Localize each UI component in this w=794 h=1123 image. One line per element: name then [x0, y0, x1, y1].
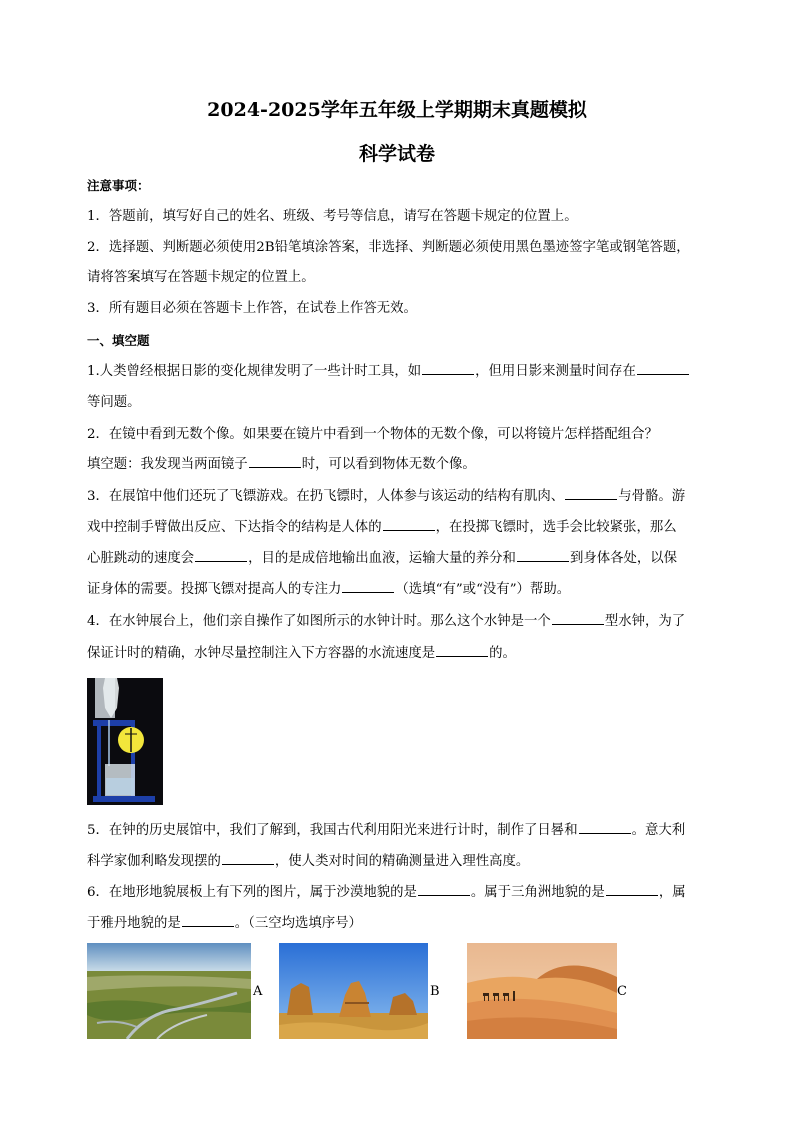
question-5-cont: 科学家伽利略发现摆的 ，使人类对时间的精确测量进入理性高度。	[87, 854, 530, 869]
notice-item: 1．答题前，填写好自己的姓名、班级、考号等信息，请写在答题卡规定的位置上。	[87, 209, 578, 224]
notice-item: 2．选择题、判断题必须使用2B铅笔填涂答案，非选择、判断题必须使用黑色墨迹签字笔或钢笔答题，	[87, 240, 690, 255]
question-3: 3．在展馆中他们还玩了飞镖游戏。在扔飞镖时，人体参与该运动的结构有肌肉、 与骨骼。游	[87, 489, 686, 504]
answer-blank[interactable]	[637, 362, 689, 375]
answer-blank[interactable]	[517, 549, 569, 562]
yardang-landscape-photo	[279, 943, 428, 1039]
answer-blank[interactable]	[565, 487, 617, 500]
delta-landscape-photo	[87, 943, 251, 1039]
question-1-cont: 等问题。	[87, 395, 141, 410]
answer-blank[interactable]	[182, 914, 234, 927]
question-2: 2．在镜中看到无数个像。如果要在镜片中看到一个物体的无数个像，可以将镜片怎样搭配组合？	[87, 427, 658, 442]
image-label-a: A	[253, 984, 263, 999]
notice-item: 3．所有题目必须在答题卡上作答，在试卷上作答无效。	[87, 301, 417, 316]
answer-blank[interactable]	[436, 644, 488, 657]
question-3-cont: 证身体的需要。投掷飞镖对提高人的专注力 （选填“有”或“没有”）帮助。	[87, 582, 571, 597]
question-1: 1.人类曾经根据日影的变化规律发明了一些计时工具，如 ，但用日影来测量时间存在	[87, 362, 717, 382]
answer-blank[interactable]	[422, 362, 474, 375]
answer-blank[interactable]	[342, 580, 394, 593]
page-subtitle: 科学试卷	[358, 143, 435, 165]
answer-blank[interactable]	[606, 883, 658, 896]
question-5: 5．在钟的历史展馆中，我们了解到，我国古代利用阳光来进行计时，制作了日晷和 。意大利	[87, 823, 686, 838]
answer-blank[interactable]	[195, 549, 247, 562]
notice-heading: 注意事项：	[87, 178, 150, 193]
question-6: 6．在地形地貌展板上有下列的图片，属于沙漠地貌的是 。属于三角洲地貌的是 ，属	[87, 885, 686, 900]
question-6-cont: 于雅丹地貌的是 。（三空均选填序号）	[87, 916, 362, 931]
image-label-c: C	[617, 984, 627, 999]
answer-blank[interactable]	[383, 518, 435, 531]
answer-blank[interactable]	[222, 852, 274, 865]
page-title: 2024-2025学年五年级上学期期末真题模拟	[207, 99, 587, 121]
section-heading: 一、填空题	[87, 333, 150, 348]
question-3-cont: 心脏跳动的速度会 ，目的是成倍地输出血液，运输大量的养分和 到身体各处，以保	[87, 551, 678, 566]
question-4-cont: 保证计时的精确，水钟尽量控制注入下方容器的水流速度是 的。	[87, 646, 516, 661]
answer-blank[interactable]	[249, 455, 301, 468]
answer-blank[interactable]	[552, 612, 604, 625]
desert-landscape-photo	[467, 943, 617, 1039]
notice-item: 请将答案填写在答题卡规定的位置上。	[87, 270, 315, 285]
water-clock-photo	[87, 678, 163, 805]
answer-blank[interactable]	[579, 821, 631, 834]
image-label-b: B	[430, 984, 440, 999]
question-3-cont: 戏中控制手臂做出反应、下达指令的结构是人体的 ，在投掷飞镖时，选手会比较紧张，那么	[87, 520, 677, 535]
question-2-fill: 填空题：我发现当两面镜子 时，可以看到物体无数个像。	[87, 457, 476, 472]
question-4: 4．在水钟展台上，他们亲自操作了如图所示的水钟计时。那么这个水钟是一个 型水钟，为了	[87, 614, 686, 629]
answer-blank[interactable]	[418, 883, 470, 896]
